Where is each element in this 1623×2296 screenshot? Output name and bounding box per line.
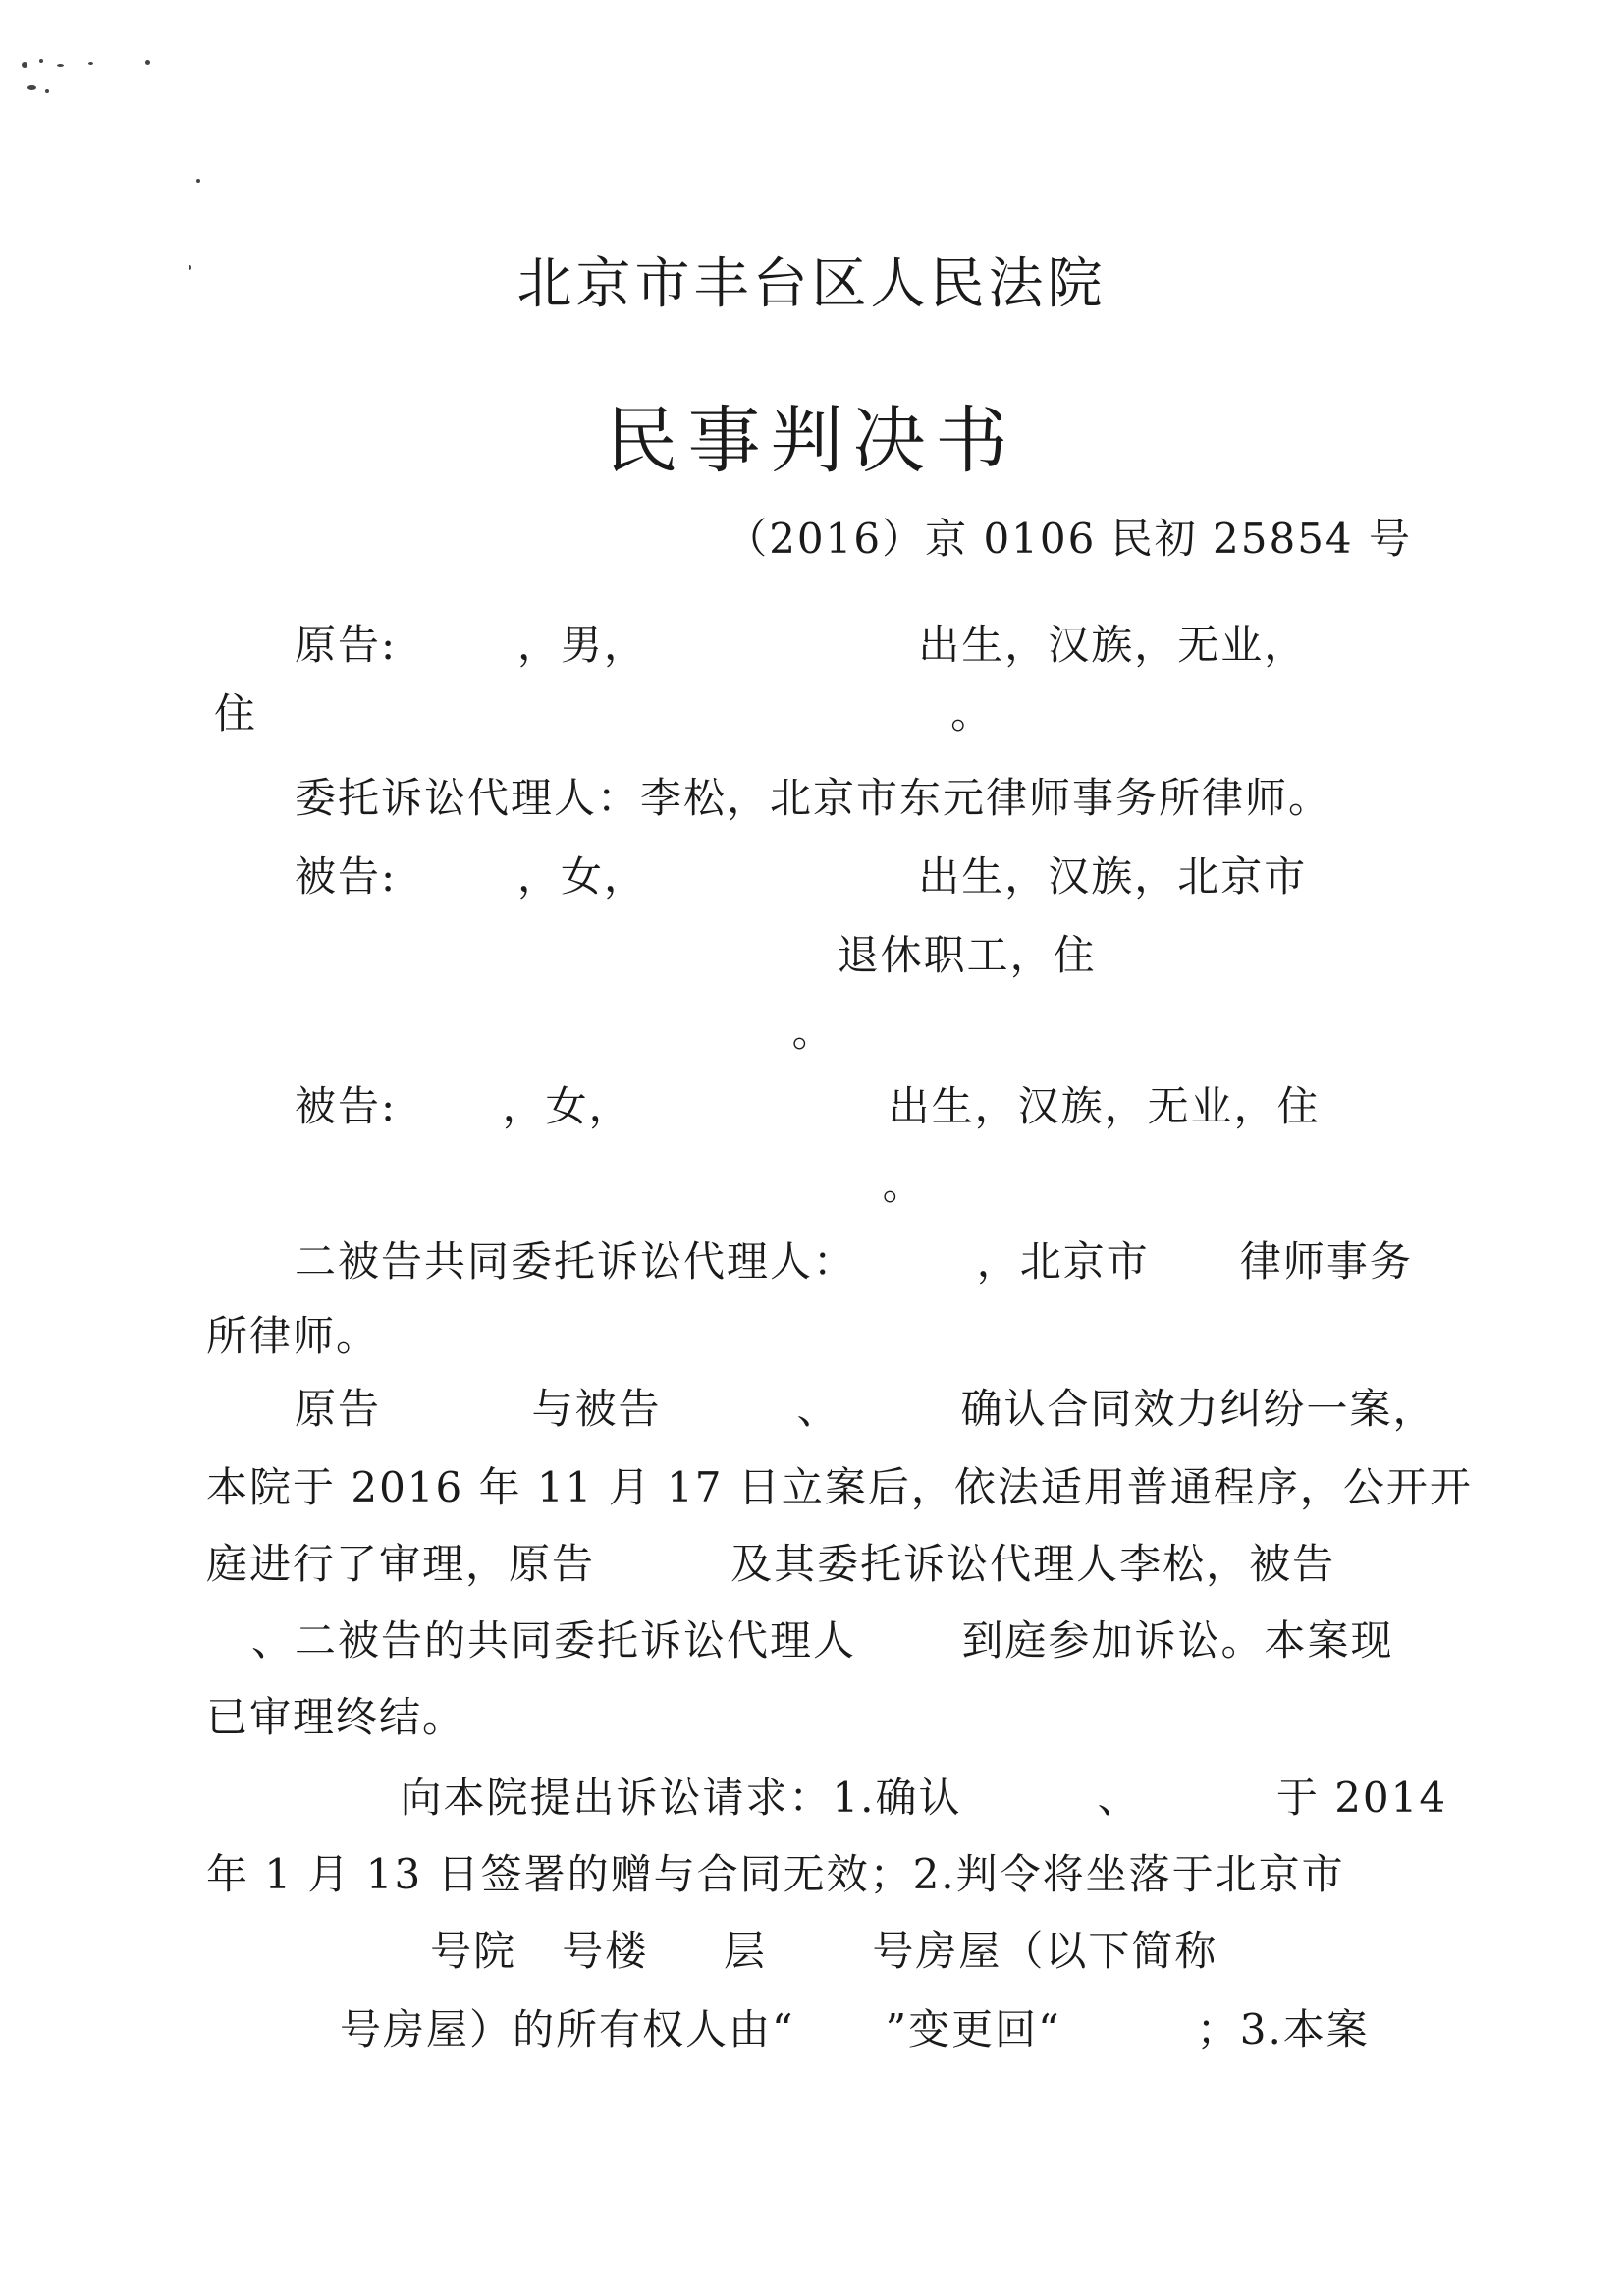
defendants-agent-line-cont: 所律师。 — [206, 1312, 380, 1360]
scan-noise — [18, 54, 165, 103]
plaintiff-line: 原告: ，男， 出生，汉族，无业， — [295, 621, 1308, 669]
defendant1-occupation-line: 退休职工，住 — [295, 931, 1097, 979]
concluded-line: 已审理终结。 — [206, 1693, 466, 1741]
claims-line-2: 年 1 月 13 日签署的赠与合同无效；2.判令将坐落于北京市 — [206, 1850, 1345, 1898]
claims-line: 向本院提出诉讼请求：1.确认 、 于 2014 — [295, 1774, 1448, 1822]
case-intro-line: 原告 与被告 、 确认合同效力纠纷一案， — [295, 1385, 1436, 1433]
document-title: 民事判决书 — [605, 399, 1018, 483]
case-filing-line: 本院于 2016 年 11 月 17 日立案后，依法适用普通程序，公开开 — [206, 1463, 1473, 1511]
plaintiff-address-line: 住 。 — [214, 689, 995, 738]
defendant1-address-end: 。 — [295, 1008, 836, 1056]
trial-line: 庭进行了审理，原告 及其委托诉讼代理人李松，被告 — [206, 1540, 1336, 1588]
defendant1-line: 被告: ，女， 出生，汉族，北京市 — [295, 852, 1308, 901]
defendant2-line: 被告: ，女， 出生，汉族，无业，住 — [295, 1082, 1321, 1130]
claims-line-4: 号房屋）的所有权人由“ ”变更回“ ；3.本案 — [295, 2005, 1370, 2053]
case-number: （2016）京 0106 民初 25854 号 — [726, 515, 1412, 563]
court-name: 北京市丰台区人民法院 — [516, 252, 1107, 316]
plaintiff-agent-line: 委托诉讼代理人：李松，北京市东元律师事务所律师。 — [295, 774, 1332, 822]
claims-line-3: 号院 号楼 层 号房屋（以下简称 — [295, 1927, 1218, 1975]
defendant2-address-end: 。 — [295, 1161, 926, 1209]
attendance-line: 、二被告的共同委托诉讼代理人 到庭参加诉讼。本案现 — [206, 1616, 1394, 1665]
defendants-agent-line: 二被告共同委托诉讼代理人： ，北京市 律师事务 — [295, 1237, 1413, 1285]
